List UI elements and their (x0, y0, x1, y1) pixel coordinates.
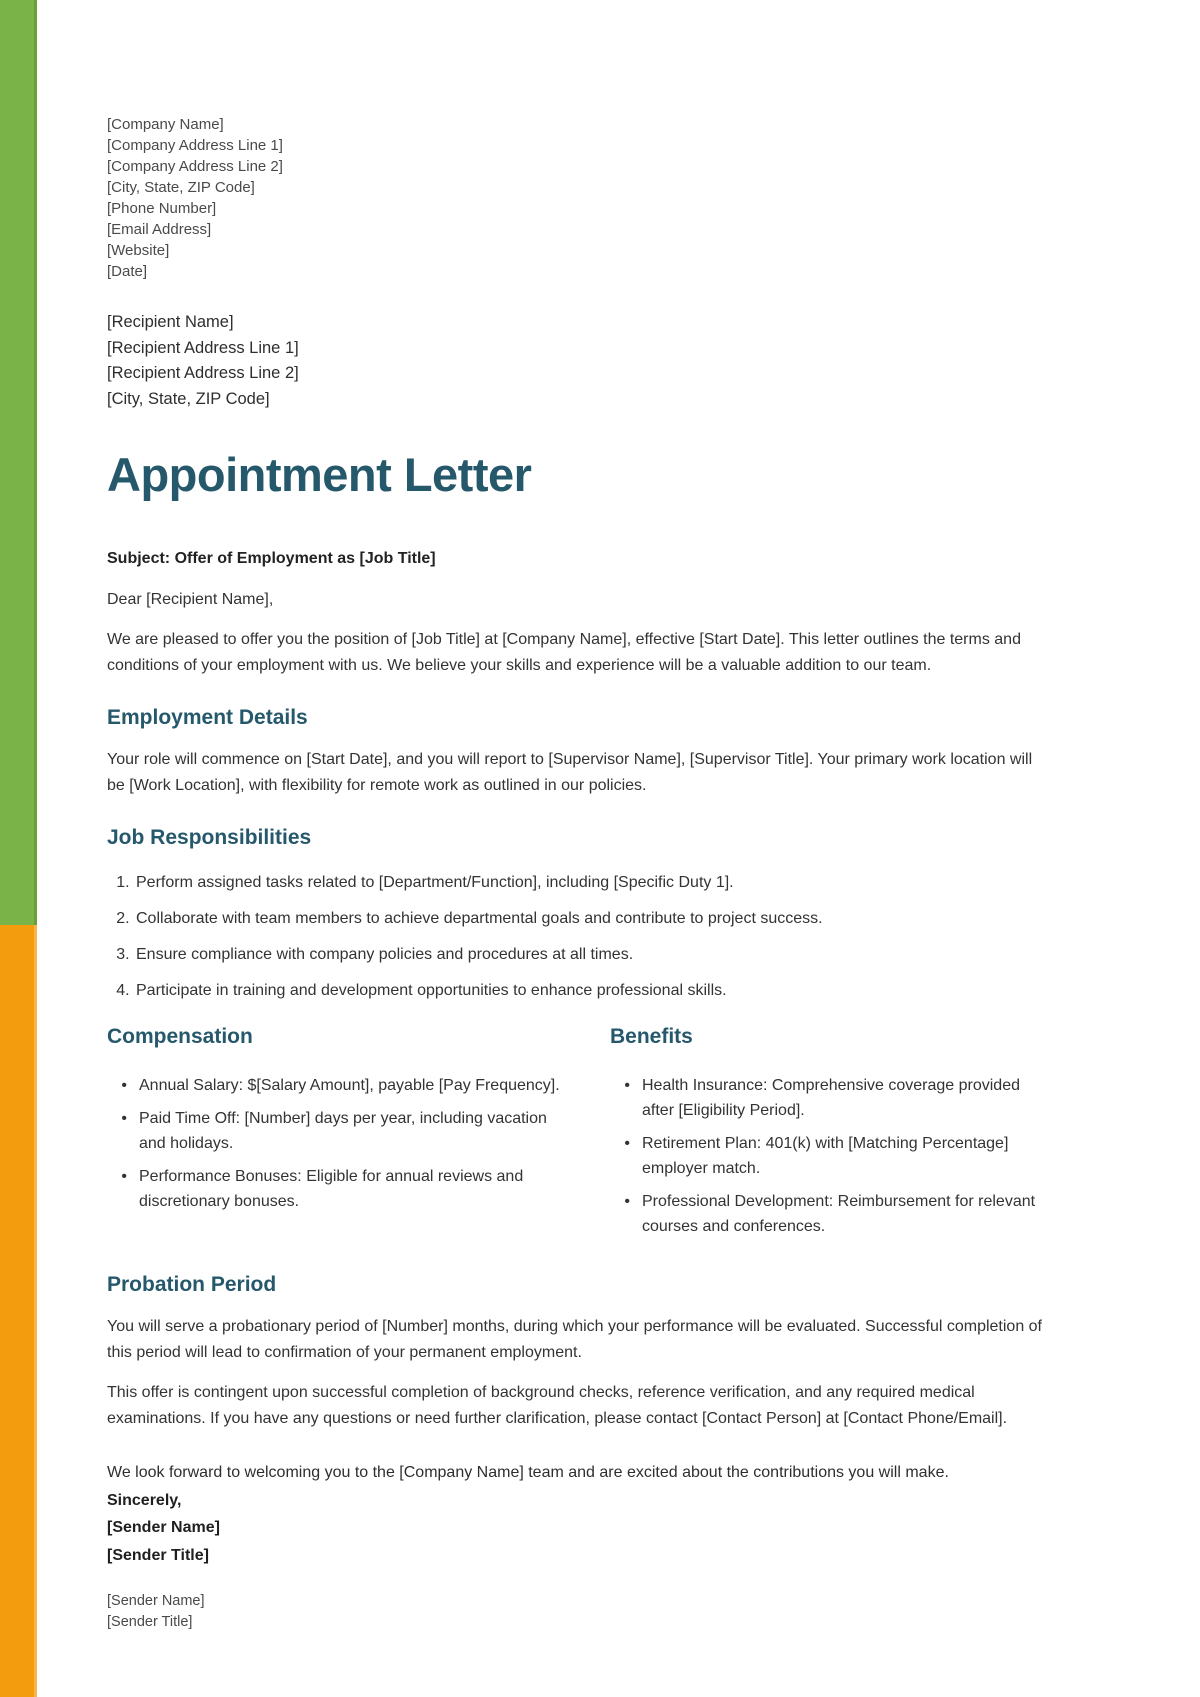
salutation: Dear [Recipient Name], (107, 590, 274, 608)
footer-sender-block (107, 1591, 1045, 1633)
probation-paragraph-1: You will serve a probationary period of [Number] months, during which your performance will be evaluated. Successful completion of this period will lead to confirmation of your permanent employment. (107, 1318, 1042, 1361)
section-heading-job-responsibilities: Job Responsibilities (107, 826, 312, 849)
probation-paragraph-2: This offer is contingent upon successful completion of background checks, reference verification, and any required medical examinations. If you have any questions or need further clarification, please contact [Contact Person] at [Contact Phone/Email]. (107, 1384, 1008, 1427)
section-heading-probation-period: Probation Period (107, 1273, 277, 1296)
benefits-list (610, 1073, 1045, 1239)
company-city-state-zip-line: [City, State, ZIP Code] (107, 179, 255, 196)
section-heading-compensation: Compensation (107, 1025, 253, 1048)
section-heading-employment-details: Employment Details (107, 706, 308, 729)
employment-details-paragraph: Your role will commence on [Start Date], and you will report to [Supervisor Name], [Supervisor Title]. Your primary work location will be [Work Location], with flexibility for remote work as outlined in our policies. (107, 751, 1033, 794)
stripe-orange-segment (0, 925, 37, 1697)
benefits-column (610, 1023, 1045, 1239)
footer-sender-name: [Sender Name] (107, 1593, 205, 1609)
company-email-line: [Email Address] (107, 221, 212, 238)
list-item: 2. Collaborate with team members to achieve departmental goals and contribute to project success. (134, 906, 1045, 931)
left-accent-stripe (0, 0, 37, 1697)
list-item: 1. Perform assigned tasks related to [Department/Function], including [Specific Duty 1]. (134, 870, 1045, 895)
stripe-green-segment (0, 0, 37, 925)
date-line: [Date] (107, 263, 148, 280)
section-heading-benefits: Benefits (610, 1025, 693, 1048)
company-address-line-1: [Company Address Line 1] (107, 137, 283, 154)
list-item: 4. Participate in training and development opportunities to enhance professional skills. (134, 978, 1045, 1003)
closing-lead-line: We look forward to welcoming you to the [Company Name] team and are excited about the contributions you will make. (107, 1464, 949, 1481)
intro-paragraph: We are pleased to offer you the position of [Job Title] at [Company Name], effective [Start Date]. This letter outlines the terms and conditions of your employment with us. We believe your skills and experience will be a valuable addition to our team. (107, 631, 1021, 674)
subject-line: Subject: Offer of Employment as [Job Title] (107, 550, 436, 567)
recipient-info-block (107, 310, 1045, 412)
closing-block (107, 1459, 1045, 1569)
list-item: • Professional Development: Reimbursement for relevant courses and conferences. (638, 1189, 1045, 1239)
recipient-city-state-zip-line: [City, State, ZIP Code] (107, 389, 270, 408)
sincerely-line: Sincerely, (107, 1491, 182, 1509)
company-address-line-2: [Company Address Line 2] (107, 158, 283, 175)
company-name-line: [Company Name] (107, 116, 224, 133)
company-info-block (107, 114, 1045, 282)
recipient-address-line-2: [Recipient Address Line 2] (107, 364, 299, 382)
job-responsibilities-list (107, 870, 1045, 1003)
list-item: • Annual Salary: $[Salary Amount], payable [Pay Frequency]. (135, 1073, 562, 1098)
footer-sender-title: [Sender Title] (107, 1614, 193, 1630)
sender-name-line: [Sender Name] (107, 1519, 220, 1536)
recipient-name-line: [Recipient Name] (107, 313, 234, 331)
company-website-line: [Website] (107, 242, 170, 259)
list-item: 3. Ensure compliance with company policies and procedures at all times. (134, 942, 1045, 967)
company-phone-line: [Phone Number] (107, 200, 217, 217)
list-item: • Performance Bonuses: Eligible for annual reviews and discretionary bonuses. (135, 1164, 562, 1214)
list-item: • Paid Time Off: [Number] days per year, including vacation and holidays. (135, 1106, 562, 1156)
list-item: • Health Insurance: Comprehensive coverage provided after [Eligibility Period]. (638, 1073, 1045, 1123)
sender-title-line: [Sender Title] (107, 1546, 209, 1564)
letter-content (107, 0, 1045, 1633)
list-item: • Retirement Plan: 401(k) with [Matching Percentage] employer match. (638, 1131, 1045, 1181)
compensation-column (107, 1023, 562, 1239)
compensation-list (107, 1073, 562, 1214)
recipient-address-line-1: [Recipient Address Line 1] (107, 338, 299, 357)
compensation-benefits-columns (107, 1023, 1045, 1239)
page-title: Appointment Letter (107, 448, 532, 501)
